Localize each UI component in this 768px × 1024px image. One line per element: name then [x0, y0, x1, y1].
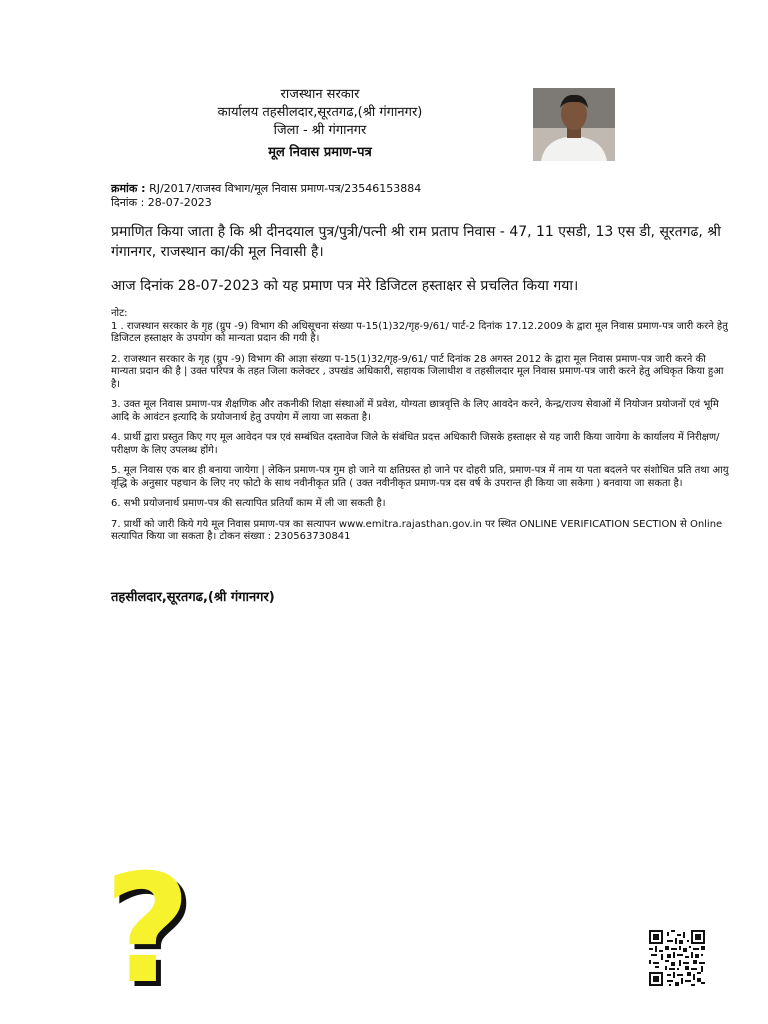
reference-number-value: RJ/2017/राजस्व विभाग/मूल निवास प्रमाण-पत्र/23546153884 — [149, 182, 422, 195]
header-line-1: राजस्थान सरकार — [280, 87, 360, 102]
note-item: 3. उक्त मूल निवास प्रमाण-पत्र शैक्षणिक और तकनीकी शिक्षा संस्थाओं में प्रवेश, योग्यता छात्रवृत्ति के लिए आवदेन करने, केन्द्र/राज्य सेवाओं में नियोजन प्रयोजनों एवं भूमि आदि के आवंटन इत्यादि के प्रयोजनार्थ हेतु उपयोग में लाया जा सकता है। — [111, 399, 719, 423]
certificate-statement: प्रमाणित किया जाता है कि श्री दीनदयाल पुत्र/पुत्री/पत्नी श्री राम प्रताप निवास - 47, 11 एसडी, 13 एस डी, सूरतगढ, श्री गंगानगर, राजस्थान का/की मूल निवासी है। — [111, 224, 721, 260]
notes-heading: नोट: — [111, 308, 128, 319]
note-item: 2. राजस्थान सरकार के गृह (ग्रुप -9) विभाग की आज्ञा संख्या प-15(1)32/गृह-9/61/ पार्ट दिनांक 28 अगस्त 2012 के द्वारा मूल निवास प्रमाण-पत्र जारी करने की मान्यता प्रदान की है | उक्त परिपत्र के तहत जिला कलेक्टर , उपखंड अधिकारी, सहायक जिलाधीश व तहसीलदार मूल निवास प्रमाण-पत्र जारी करने हेतु अधिकृत किया हुआ है। — [111, 353, 724, 390]
issue-date — [111, 196, 212, 209]
applicant-photo — [533, 88, 615, 161]
qr-code-icon — [649, 930, 705, 986]
header-office: कार्यालय तहसीलदार,सूरतगढ,(श्री गंगानगर) — [217, 105, 423, 120]
reference-number-label: क्रमांक : — [111, 182, 146, 195]
page-title: मूल निवास प्रमाण-पत्र — [268, 145, 372, 160]
header-district: जिला - श्री गंगानगर — [273, 123, 367, 138]
note-item: 7. प्रार्थी को जारी किये गये मूल निवास प्रमाण-पत्र का सत्यापन www.emitra.rajasthan.gov.in पर स्थित ONLINE VERIFICATION SECTION से Online सत्यापित किया जा सकता है। टोकन संख्या : 230563730841 — [111, 518, 723, 542]
note-item: 4. प्रार्थी द्वारा प्रस्तुत किए गए मूल आवेदन पत्र एवं सम्बंधित दस्तावेज जिले के संबंधित प्रदत्त अधिकारी जिसके हस्ताक्षर से यह जारी किया जायेगा के कार्यालय में निरीक्षण/परीक्षण के लिए उपलब्ध होंगे। — [111, 432, 720, 456]
note-item: 1 . राजस्थान सरकार के गृह (ग्रुप -9) विभाग की अधिसूचना संख्या प-15(1)32/गृह-9/61/ पार्ट-2 दिनांक 17.12.2009 के द्वारा मूल निवास प्रमाण-पत्र जारी करने हेतु डिजिटल हस्ताक्षर के उपयोग को मान्यता प्रदान की गयी है। — [111, 320, 728, 344]
issue-statement: आज दिनांक 28-07-2023 को यह प्रमाण पत्र मेरे डिजिटल हस्ताक्षर से प्रचलित किया गया। — [111, 278, 579, 294]
signatory: तहसीलदार,सूरतगढ,(श्री गंगानगर) — [111, 590, 275, 605]
note-item: 5. मूल निवास एक बार ही बनाया जायेगा | लेकिन प्रमाण-पत्र गुम हो जाने या क्षतिग्रस्त हो जाने पर दोहरी प्रति, प्रमाण-पत्र में नाम या पता बदलने पर संशोधित प्रति तथा आयु वृद्धि के अनुसार पहचान के लिए नए फोटो के साथ नवीनीकृत प्रति ( उक्त नवीनीकृत प्रमाण-पत्र दस वर्ष के उपरान्त ही किया जा सकेगा ) बनवाया जा सकता है। — [111, 465, 729, 489]
note-item: 6. सभी प्रयोजनार्थ प्रमाण-पत्र की सत्यापित प्रतियाँ काम में ली जा सकती है। — [111, 498, 386, 509]
notes-section — [111, 308, 731, 552]
question-mark-icon: ? — [104, 843, 192, 1017]
issue-date-value: 28-07-2023 — [147, 196, 212, 209]
issue-date-label: दिनांक : — [111, 196, 145, 209]
reference-number — [111, 182, 421, 195]
person-photo-icon — [533, 88, 615, 161]
